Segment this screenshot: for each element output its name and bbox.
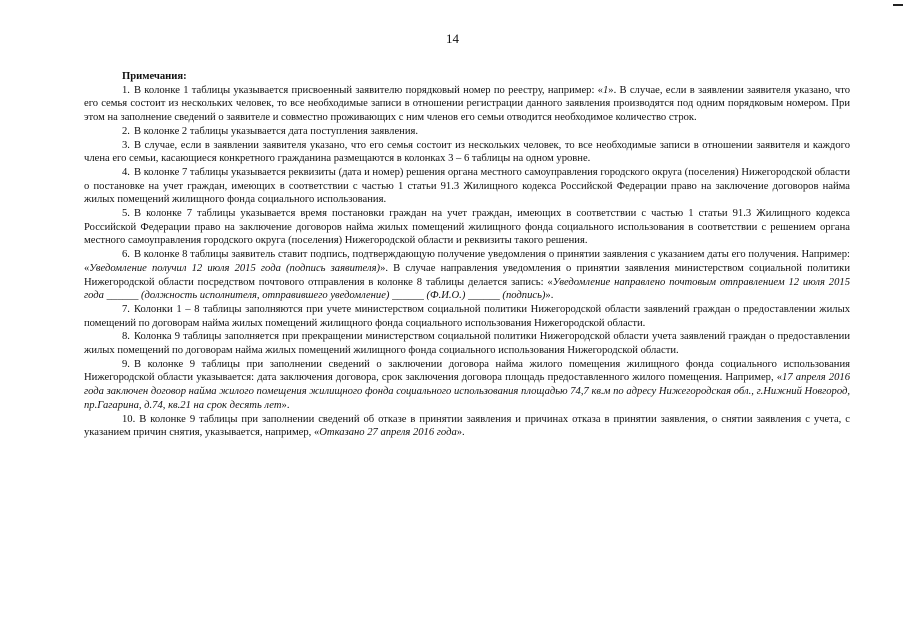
note-item [84,303,850,330]
note-text: ». В случае, если в заявлении заявителя указано, что его семья состоит из нескольких человек, то все необходимые записи в отношении регистрации данного заявления производятся под одним порядковым номером. При этом на заполнение сведений о заявителе и совместно проживающих с ним членов его семьи отводится необходимое количество строк. [84,84,850,124]
note-text: В колонке 7 таблицы указывается время постановки граждан на учет граждан, имеющих в соответствии с частью 1 статьи 91.3 Жилищного кодекса Российской Федерации право на заключение договоров найма жилых помещений жилищного фонда социального использования в соответствии с решением органа местного самоуправления городского округа (поселения) Нижегородской области и реквизиты такого решения. [84,208,850,247]
note-number: 9. [122,358,130,370]
note-item [84,125,850,139]
note-item [84,139,850,166]
note-item [84,413,850,440]
note-text: В колонке 2 таблицы указывается дата поступления заявления. [133,125,419,137]
note-number: 6. [122,249,130,261]
note-item [84,358,850,413]
note-item [84,248,850,303]
notes-heading: Примечания: [122,71,187,82]
note-example-text: Уведомление получил 12 июля 2015 года (подпись заявителя) [89,262,381,274]
note-text: В колонке 1 таблицы указывается присвоенный заявителю порядковый номер по реестру, например: « [133,84,603,96]
note-number: 10. [122,413,136,425]
note-text: ». В случае направления уведомления о принятии заявления министерством социальной политики Нижегородской области посредством почтового отправления в колонке 8 таблицы делается запись: « [84,262,850,288]
note-item [84,84,850,125]
note-text: В колонке 7 таблицы указывается реквизиты (дата и номер) решения органа местного самоуправления городского округа (поселения) Нижегородской области о постановке на учет граждан, имеющих в соответствии с частью 1 статьи 91.3 Жилищного кодекса Российской Федерации право на заключение договоров найма жилых помещений жилищного фонда социального использования. [84,166,850,206]
note-text: В случае, если в заявлении заявителя указано, что его семья состоит из нескольких человек, то все необходимые записи в отношении заявителя и каждого члена его семьи, касающиеся конкретного гражданина размещаются в колонках 3 – 6 таблицы на одном уровне. [84,139,850,165]
note-item [84,166,850,207]
note-text: В колонке 9 таблицы при заполнении сведений об отказе в принятии заявления и причинах отказа в принятии заявления, о снятии заявления с учета, с указанием причин снятия, указывается, например, « [84,413,850,439]
note-text: ». [281,399,290,411]
page-number: 14 [446,31,459,46]
note-text: Колонка 9 таблицы заполняется при прекращении министерством социальной политики Нижегородской области учета заявлений граждан о предоставлении жилых помещений по договорам найма жилых помещений жилищного фонда социального использования Нижегородской области. [84,331,850,357]
note-number: 3. [122,139,130,151]
note-item [84,207,850,248]
note-example-text: Уведомление направлено почтовым отправлением 12 июля 2015 года ______ (должность исполнителя, отправившего уведомление) ______ (Ф.И.О.) ______ (подпись) [84,276,850,302]
note-number: 2. [122,125,130,137]
corner-scan-mark [893,4,903,6]
note-number: 4. [122,166,130,178]
note-text: Колонки 1 – 8 таблицы заполняются при учете министерством социальной политики Нижегородской области заявлений граждан о предоставлении жилых помещений по договорам найма жилых помещений жилищного фонда социального использования Нижегородской области. [84,303,850,329]
note-text: В колонке 9 таблицы при заполнении сведений о заключении договора найма жилого помещения жилищного фонда социального использования Нижегородской области указывается: дата заключения договора, срок заключения договора площадь предоставленного жилого помещения. Например, « [84,358,850,384]
note-example-text: Отказано 27 апреля 2016 года [319,427,457,439]
note-text: ». [545,290,554,302]
notes-section [84,70,850,440]
note-number: 1. [122,84,130,96]
note-number: 7. [122,303,130,315]
note-text: В колонке 8 таблицы заявитель ставит подпись, подтверждающую получение уведомления о принятии заявления с указанием даты его получения. Например: « [84,249,850,274]
note-item [84,330,850,357]
note-text: ». [456,427,465,439]
notes-list [84,84,850,440]
note-example-text: 17 апреля 2016 года заключен договор найма жилого помещения жилищного фонда социального использования площадью 74,7 кв.м по адресу Нижегородская обл., г.Нижний Новгород, пр.Гагарина, д.74, кв.21 на срок десять лет [84,372,850,411]
note-example-text: 1 [602,84,609,96]
note-number: 8. [122,331,130,343]
note-number: 5. [122,208,130,220]
